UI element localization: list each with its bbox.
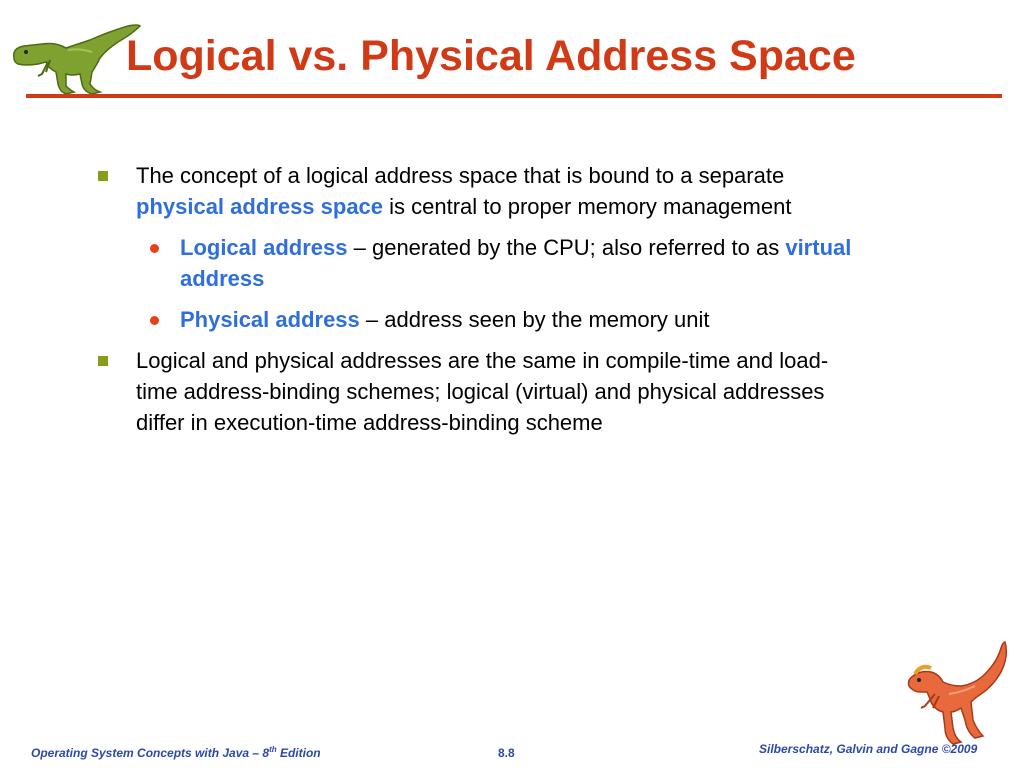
bullet-item: [96, 160, 856, 335]
page-number: 8.8: [498, 746, 515, 760]
sub-bullet-item: [140, 304, 856, 335]
dot-bullet-icon: [150, 316, 159, 325]
title-rule: [26, 94, 1002, 98]
footer-title-main: Operating System Concepts with Java – 8: [31, 746, 270, 760]
bullet-text: The concept of a logical address space that is bound to a separate: [136, 163, 785, 188]
sub-bullet-text: – address seen by the memory unit: [359, 307, 710, 332]
dot-bullet-icon: [150, 244, 159, 253]
slide-title: Logical vs. Physical Address Space: [126, 32, 856, 80]
footer-title-superscript: th: [269, 745, 277, 754]
highlight-term: Physical address: [180, 307, 360, 332]
bullet-text: is central to proper memory management: [383, 194, 792, 219]
square-bullet-icon: [98, 356, 108, 366]
sub-bullet-text: – generated by the CPU; also referred to as: [347, 235, 786, 260]
sub-bullet-item: [140, 232, 856, 294]
bullet-text: Logical and physical addresses are the same in compile-time and load-time address-binding schemes; logical (virtual) and physical addresses differ in execution-time address-binding scheme: [136, 348, 829, 435]
highlight-term: Logical address: [180, 235, 348, 260]
sub-bullet-list: [140, 232, 856, 335]
footer-title-end: Edition: [276, 746, 321, 760]
bullet-item: [96, 345, 856, 438]
square-bullet-icon: [98, 171, 108, 181]
highlight-term: physical address space: [136, 194, 384, 219]
red-dinosaur-icon: [905, 636, 1009, 748]
green-dinosaur-icon: [8, 18, 142, 96]
footer-book-title: [31, 746, 321, 760]
slide-body: [96, 160, 856, 448]
highlight-term: virtual address: [180, 235, 852, 291]
footer-copyright: Silberschatz, Galvin and Gagne ©2009: [759, 742, 978, 756]
